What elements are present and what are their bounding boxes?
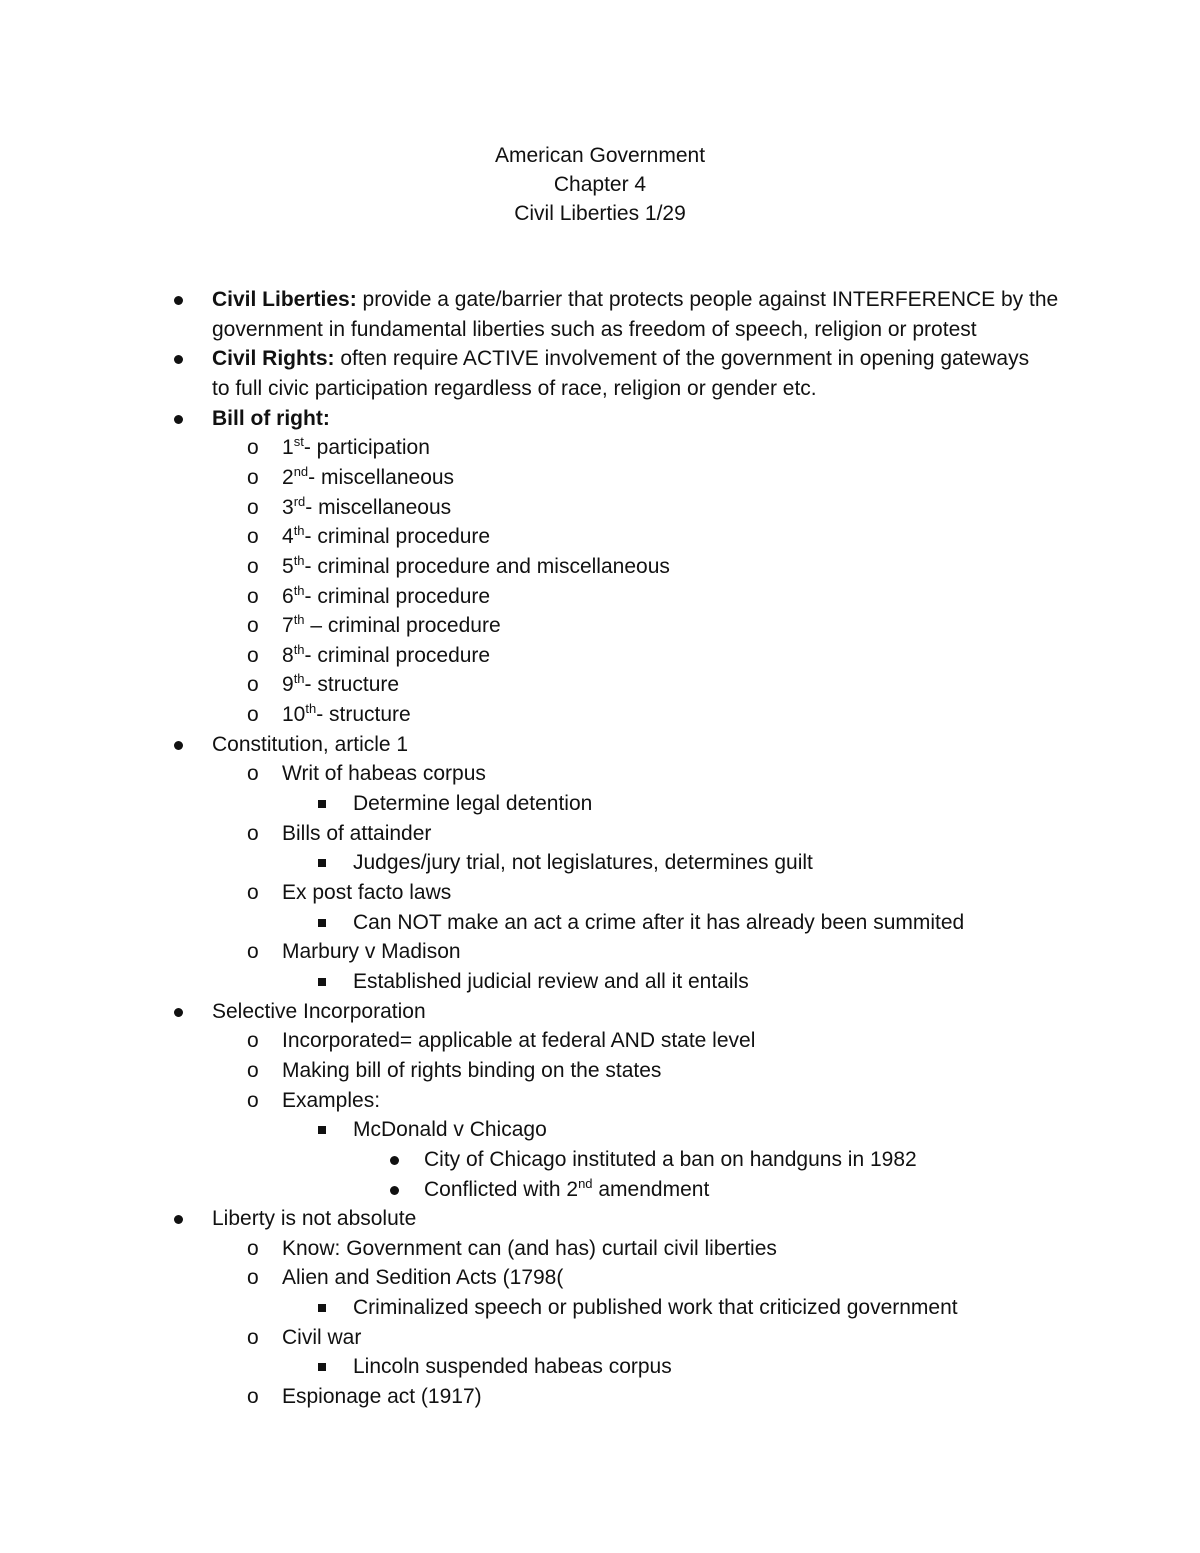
bullet-circle-icon: o	[247, 1237, 259, 1260]
list-item	[212, 374, 817, 403]
amendment-number: 10	[282, 703, 306, 726]
bullet-square-icon	[318, 1293, 326, 1322]
list-item	[282, 759, 486, 788]
list-item	[282, 463, 454, 492]
item-text: City of Chicago instituted a ban on handguns in 1982	[424, 1148, 917, 1171]
list-item	[282, 1382, 482, 1411]
bullet-circle-icon: o	[247, 555, 259, 578]
item-text: Established judicial review and all it entails	[353, 970, 749, 993]
list-item	[282, 522, 490, 551]
list-item	[212, 285, 1058, 314]
item-text: provide a gate/barrier that protects people against INTERFERENCE by the	[356, 288, 1059, 311]
item-text: Constitution, article 1	[212, 733, 409, 756]
list-item	[353, 848, 813, 877]
list-item	[282, 819, 431, 848]
bullet-square-icon	[318, 1126, 326, 1134]
bullet-circle-icon: o	[247, 1059, 259, 1082]
item-text: government in fundamental liberties such as freedom of speech, religion or protest	[212, 318, 977, 341]
item-text: - participation	[303, 436, 430, 459]
item-text: - structure	[304, 673, 400, 696]
item-text: Examples:	[282, 1089, 381, 1112]
list-item	[424, 1175, 709, 1204]
item-text: Liberty is not absolute	[212, 1207, 417, 1230]
item-text-tail: amendment	[592, 1178, 710, 1201]
item-term: Civil Liberties:	[212, 288, 357, 311]
list-item	[282, 937, 461, 966]
bullet-dot-icon	[174, 344, 183, 373]
bullet-circle-icon: o	[247, 673, 259, 696]
item-text: often require ACTIVE involvement of the government in opening gateways	[334, 347, 1030, 370]
document-title: American Government	[494, 144, 706, 167]
list-item	[353, 1115, 547, 1144]
bullet-square-icon	[318, 848, 326, 877]
bullet-circle-icon: o	[247, 703, 259, 726]
bullet-circle-icon: o	[247, 644, 259, 667]
bullet-dot-icon	[174, 741, 183, 750]
list-item	[212, 404, 330, 433]
item-term: Civil Rights:	[212, 347, 335, 370]
bullet-square-icon	[318, 800, 326, 808]
bullet-square-icon	[318, 978, 326, 986]
bullet-dot-icon	[390, 1156, 399, 1165]
bullet-dot-icon	[174, 1204, 183, 1233]
item-text: Writ of habeas corpus	[282, 762, 486, 785]
ordinal-suffix: th	[293, 671, 305, 686]
bullet-dot-icon	[390, 1175, 399, 1204]
bullet-circle-icon: o	[247, 762, 259, 785]
bullet-square-icon	[318, 1363, 326, 1371]
item-text: McDonald v Chicago	[353, 1118, 547, 1141]
bullet-dot-icon	[174, 730, 183, 759]
list-item	[282, 493, 451, 522]
amendment-number: 8	[282, 644, 294, 667]
list-item	[353, 1293, 958, 1322]
bullet-circle-icon: o	[247, 1385, 259, 1408]
ordinal-suffix: nd	[578, 1176, 593, 1191]
list-item	[282, 1263, 563, 1292]
item-text: Incorporated= applicable at federal AND state level	[282, 1029, 756, 1052]
list-item	[282, 433, 430, 462]
item-text: - criminal procedure	[304, 525, 491, 548]
ordinal-suffix: rd	[293, 494, 306, 509]
item-text: Alien and Sedition Acts (1798(	[282, 1266, 564, 1289]
list-item	[424, 1145, 917, 1174]
document-header	[0, 141, 1200, 228]
ordinal-suffix: st	[293, 434, 304, 449]
list-item	[212, 730, 408, 759]
item-text: Determine legal detention	[353, 792, 593, 815]
list-item	[282, 878, 451, 907]
list-item	[282, 670, 399, 699]
amendment-number: 1	[282, 436, 294, 459]
list-item	[353, 908, 964, 937]
bullet-square-icon	[318, 789, 326, 818]
item-text: - structure	[316, 703, 411, 726]
item-text: to full civic participation regardless of race, religion or gender etc.	[212, 377, 817, 400]
amendment-number: 4	[282, 525, 294, 548]
item-text: - miscellaneous	[308, 466, 455, 489]
item-text: - criminal procedure	[304, 585, 491, 608]
bullet-circle-icon: o	[247, 881, 259, 904]
bullet-square-icon	[318, 967, 326, 996]
amendment-number: 9	[282, 673, 294, 696]
item-text: Bills of attainder	[282, 822, 432, 845]
bullet-circle-icon: o	[247, 1029, 259, 1052]
item-text: Criminalized speech or published work that criticized government	[353, 1296, 958, 1319]
bullet-square-icon	[318, 919, 326, 927]
amendment-number: 7	[282, 614, 294, 637]
topic-label: Civil Liberties 1/29	[514, 202, 686, 225]
bullet-circle-icon: o	[247, 525, 259, 548]
ordinal-suffix: th	[305, 701, 317, 716]
bullet-dot-icon	[174, 1008, 183, 1017]
bullet-dot-icon	[174, 1215, 183, 1224]
list-item	[212, 997, 426, 1026]
list-item	[282, 700, 411, 729]
list-item	[282, 1323, 361, 1352]
list-item	[212, 344, 1029, 373]
bullet-circle-icon: o	[247, 614, 259, 637]
bullet-dot-icon	[174, 296, 183, 305]
item-text: - criminal procedure	[304, 644, 491, 667]
list-item	[353, 967, 749, 996]
bullet-square-icon	[318, 1115, 326, 1144]
item-text: Marbury v Madison	[282, 940, 461, 963]
item-text: Ex post facto laws	[282, 881, 452, 904]
bullet-circle-icon: o	[247, 466, 259, 489]
bullet-square-icon	[318, 908, 326, 937]
amendment-number: 3	[282, 496, 294, 519]
bullet-square-icon	[318, 1304, 326, 1312]
list-item	[282, 1086, 380, 1115]
list-item	[282, 552, 670, 581]
ordinal-suffix: th	[293, 523, 305, 538]
bullet-dot-icon	[174, 355, 183, 364]
list-item	[282, 611, 501, 640]
chapter-label: Chapter 4	[553, 173, 647, 196]
bullet-square-icon	[318, 1352, 326, 1381]
ordinal-suffix: th	[293, 642, 305, 657]
item-text: Lincoln suspended habeas corpus	[353, 1355, 672, 1378]
bullet-dot-icon	[174, 285, 183, 314]
bullet-dot-icon	[174, 404, 183, 433]
bullet-circle-icon: o	[247, 1326, 259, 1349]
list-item	[212, 315, 977, 344]
list-item	[353, 789, 592, 818]
item-text: Know: Government can (and has) curtail civil liberties	[282, 1237, 777, 1260]
list-item	[282, 1234, 777, 1263]
item-text: - criminal procedure and miscellaneous	[304, 555, 670, 578]
item-text: - miscellaneous	[305, 496, 452, 519]
list-item	[353, 1352, 672, 1381]
bullet-circle-icon: o	[247, 1089, 259, 1112]
amendment-number: 2	[282, 466, 294, 489]
list-item	[282, 641, 490, 670]
item-text: Can NOT make an act a crime after it has already been summited	[353, 911, 965, 934]
item-text: Selective Incorporation	[212, 1000, 426, 1023]
item-term: Bill of right:	[212, 407, 330, 430]
bullet-circle-icon: o	[247, 496, 259, 519]
ordinal-suffix: th	[293, 612, 305, 627]
ordinal-suffix: nd	[293, 464, 309, 479]
bullet-circle-icon: o	[247, 436, 259, 459]
item-text: Judges/jury trial, not legislatures, determines guilt	[353, 851, 813, 874]
list-item	[282, 1056, 661, 1085]
item-text: – criminal procedure	[304, 614, 501, 637]
bullet-dot-icon	[174, 415, 183, 424]
ordinal-suffix: th	[293, 583, 305, 598]
bullet-dot-icon	[174, 997, 183, 1026]
item-text: Espionage act (1917)	[282, 1385, 482, 1408]
ordinal-suffix: th	[293, 553, 305, 568]
bullet-circle-icon: o	[247, 585, 259, 608]
list-item	[212, 1204, 416, 1233]
bullet-circle-icon: o	[247, 822, 259, 845]
bullet-square-icon	[318, 859, 326, 867]
bullet-circle-icon: o	[247, 1266, 259, 1289]
bullet-dot-icon	[390, 1145, 399, 1174]
bullet-dot-icon	[390, 1186, 399, 1195]
amendment-number: 5	[282, 555, 294, 578]
item-text: Conflicted with 2	[424, 1178, 579, 1201]
list-item	[282, 582, 490, 611]
item-text: Making bill of rights binding on the states	[282, 1059, 662, 1082]
item-text: Civil war	[282, 1326, 362, 1349]
amendment-number: 6	[282, 585, 294, 608]
list-item	[282, 1026, 755, 1055]
bullet-circle-icon: o	[247, 940, 259, 963]
